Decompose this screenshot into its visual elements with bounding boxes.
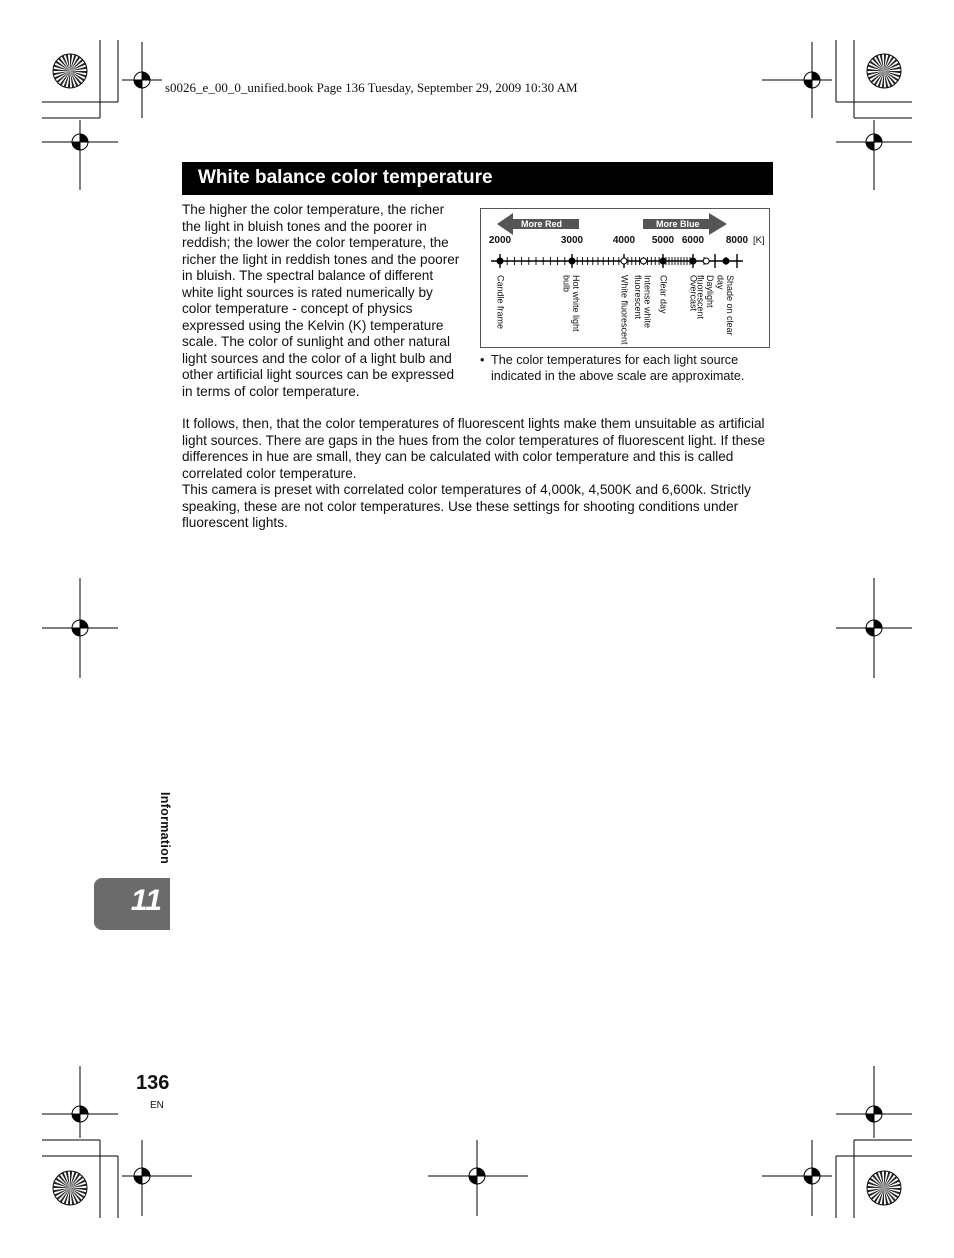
chapter-tab — [94, 878, 170, 930]
source-label: Candle frame — [495, 275, 506, 330]
kelvin-unit-label: [K] — [753, 235, 765, 246]
source-label: Shade on clear day — [715, 275, 735, 336]
book-header-line: s0026_e_00_0_unified.book Page 136 Tuesday, September 29, 2009 10:30 AM — [165, 80, 578, 95]
page-number: 136 — [136, 1072, 170, 1094]
source-label: White fluorescent — [619, 275, 630, 345]
source-label: Hot white light bulb — [561, 275, 581, 332]
source-label: Intense white fluorescent — [633, 275, 653, 329]
source-marker — [497, 258, 503, 264]
tick-label-4000: 4000 — [612, 235, 636, 246]
source-marker — [723, 258, 729, 264]
tick-label-2000: 2000 — [488, 235, 512, 246]
language-code: EN — [150, 1100, 164, 1111]
note-text: The color temperatures for each light source indicated in the above scale are approximate. — [491, 353, 745, 383]
body-paragraph-2: This camera is preset with correlated color temperatures of 4,000k, 4,500K and 6,600k. Strictly speaking, these are not color temperatures. Use these settings for shooting conditions under fluorescent lights. — [182, 482, 751, 530]
chapter-side-label: Information — [158, 792, 172, 865]
source-marker — [621, 258, 627, 264]
intro-paragraph: The higher the color temperature, the richer the light in bluish tones and the poorer in reddish; the lower the color temperature, the richer the light in reddish tones and the poorer in bluish. The spectral balance of different white light sources is rated numerically by color temperature - concept of physics expressed using the Kelvin (K) temperature scale. The color of sunlight and other natural light sources and the color of a light bulb and other artificial light sources can be expressed in terms of color temperature. — [182, 202, 460, 399]
tick-label-3000: 3000 — [560, 235, 584, 246]
body-text — [182, 416, 777, 532]
source-label: Overcast — [688, 275, 699, 312]
section-title: White balance color temperature — [182, 162, 773, 195]
scale-note — [480, 353, 775, 384]
tick-label-8000: 8000 — [725, 235, 749, 246]
more-blue-label: More Blue — [656, 219, 700, 229]
tick-label-5000: 5000 — [651, 235, 675, 246]
tick-label-6000: 6000 — [681, 235, 705, 246]
source-marker — [660, 258, 666, 264]
source-marker — [641, 258, 647, 264]
source-marker — [569, 258, 575, 264]
more-red-label: More Red — [521, 219, 563, 229]
source-label: Daylight fluorescent — [695, 275, 716, 320]
source-label: Clear day — [658, 275, 669, 314]
color-temperature-scale — [480, 208, 770, 348]
chapter-number: 11 — [130, 884, 162, 917]
body-paragraph-1: It follows, then, that the color temperatures of fluorescent lights make them unsuitable as artificial light sources. There are gaps in the hues from the color temperatures of fluorescent light. If these differences in hue are small, they can be calculated with color temperature and this is called correlated color temperature. — [182, 416, 766, 481]
source-marker — [703, 258, 709, 264]
note-bullet: • — [480, 353, 485, 367]
source-marker — [690, 258, 696, 264]
